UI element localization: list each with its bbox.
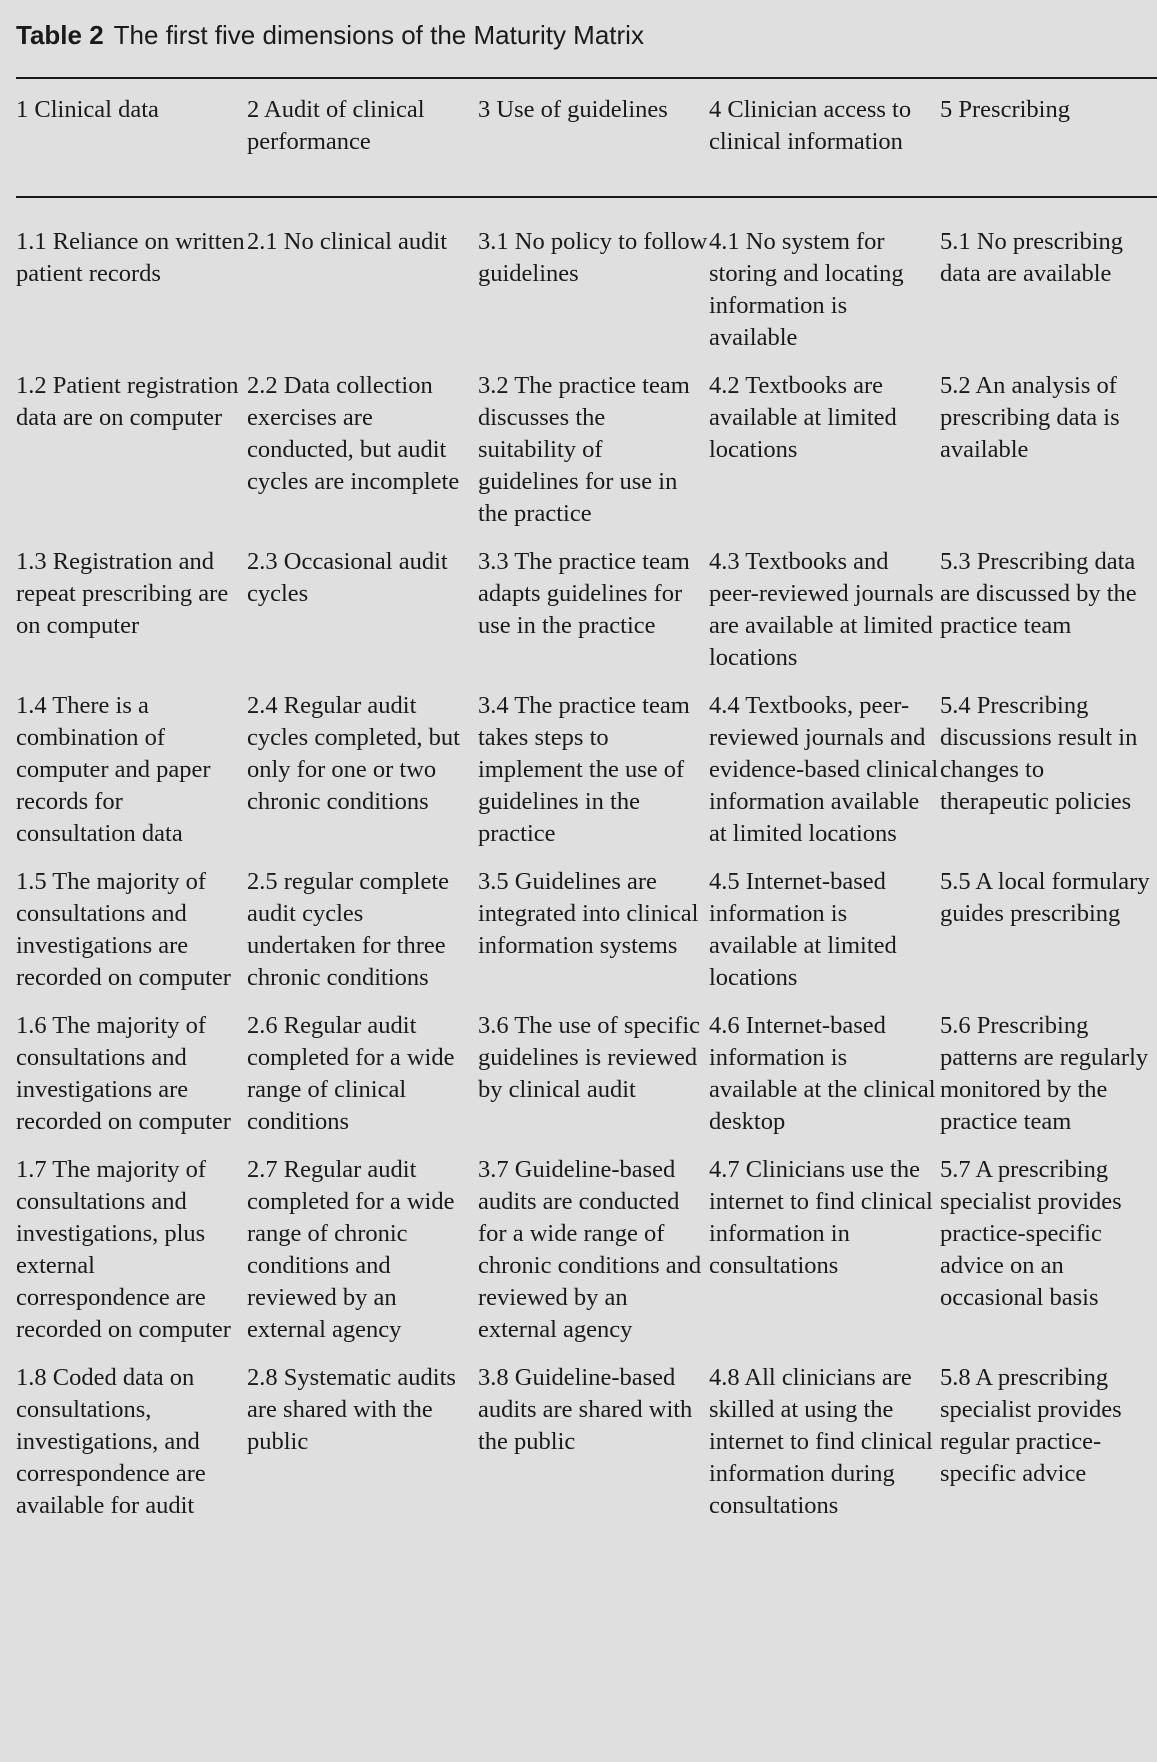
table-cell: 2.4 Regular audit cycles completed, but only for one or two chronic conditions: [247, 692, 460, 815]
table-cell: 5.2 An analysis of prescribing data is available: [940, 372, 1120, 463]
table-header-row: [16, 94, 1157, 212]
maturity-matrix-table: [16, 94, 1157, 1538]
table-row: [16, 1010, 1157, 1154]
table-cell: 4.4 Textbooks, peer-reviewed journals and evidence-based clinical information available at limited locations: [709, 692, 939, 847]
table-row: [16, 1362, 1157, 1538]
table-cell: 4.3 Textbooks and peer-reviewed journals are available at limited locations: [709, 548, 934, 671]
table-cell: 3.5 Guidelines are integrated into clinical information systems: [478, 868, 699, 959]
table-cell: 2.7 Regular audit completed for a wide range of chronic conditions and reviewed by an external agency: [247, 1156, 455, 1343]
table-cell: 3.6 The use of specific guidelines is reviewed by clinical audit: [478, 1012, 701, 1103]
table-caption-text: The first five dimensions of the Maturity Matrix: [113, 20, 644, 50]
table-row: [16, 1154, 1157, 1362]
table-top-rule: [16, 77, 1157, 79]
table-cell: 1.7 The majority of consultations and investigations, plus external correspondence are recorded on computer: [16, 1156, 231, 1343]
table-cell: 5.1 No prescribing data are available: [940, 228, 1124, 287]
table-cell: 2.3 Occasional audit cycles: [247, 548, 448, 607]
table-caption-label: Table 2: [16, 20, 104, 50]
table-cell: 1.6 The majority of consultations and investigations are recorded on computer: [16, 1012, 231, 1135]
table-cell: 2.6 Regular audit completed for a wide range of clinical conditions: [247, 1012, 455, 1135]
table-row: [16, 370, 1157, 546]
table-cell: 5.5 A local formulary guides prescribing: [940, 868, 1150, 927]
table-cell: 2.2 Data collection exercises are conducted, but audit cycles are incomplete: [247, 372, 460, 495]
table-cell: 1.4 There is a combination of computer and paper records for consultation data: [16, 692, 211, 847]
table-cell: 2.8 Systematic audits are shared with the public: [247, 1364, 456, 1455]
table-row: [16, 212, 1157, 370]
table-row: [16, 866, 1157, 1010]
table-cell: 3.7 Guideline-based audits are conducted for a wide range of chronic conditions and reviewed by an external agency: [478, 1156, 702, 1343]
table-cell: 1.5 The majority of consultations and investigations are recorded on computer: [16, 868, 231, 991]
table-cell: 3.3 The practice team adapts guidelines for use in the practice: [478, 548, 690, 639]
column-header-clinical-data: 1 Clinical data: [16, 96, 159, 123]
column-header-prescribing: 5 Prescribing: [940, 96, 1070, 123]
table-cell: 1.2 Patient registration data are on computer: [16, 372, 239, 431]
table-cell: 5.6 Prescribing patterns are regularly monitored by the practice team: [940, 1012, 1149, 1135]
table-cell: 1.1 Reliance on written patient records: [16, 228, 245, 287]
table-cell: 5.7 A prescribing specialist provides practice-specific advice on an occasional basis: [940, 1156, 1122, 1311]
column-header-use-of-guidelines: 3 Use of guidelines: [478, 96, 668, 123]
table-cell: 3.1 No policy to follow guidelines: [478, 228, 708, 287]
table-cell: 5.4 Prescribing discussions result in changes to therapeutic policies: [940, 692, 1138, 815]
table-cell: 3.4 The practice team takes steps to implement the use of guidelines in the practice: [478, 692, 690, 847]
table-cell: 4.8 All clinicians are skilled at using the internet to find clinical information during consultations: [709, 1364, 933, 1519]
table-cell: 4.1 No system for storing and locating information is available: [709, 228, 904, 351]
table-cell: 4.6 Internet-based information is available at the clinical desktop: [709, 1012, 936, 1135]
column-header-clinician-access: 4 Clinician access to clinical information: [709, 96, 912, 155]
table-row: [16, 690, 1157, 866]
column-header-audit-of-clinical-performance: 2 Audit of clinical performance: [247, 96, 425, 155]
table-cell: 4.5 Internet-based information is available at limited locations: [709, 868, 897, 991]
table-cell: 4.2 Textbooks are available at limited locations: [709, 372, 897, 463]
table-page: [16, 16, 1157, 1756]
table-cell: 5.3 Prescribing data are discussed by the practice team: [940, 548, 1137, 639]
table-cell: 3.8 Guideline-based audits are shared with the public: [478, 1364, 693, 1455]
table-cell: 1.3 Registration and repeat prescribing are on computer: [16, 548, 229, 639]
table-cell: 3.2 The practice team discusses the suitability of guidelines for use in the practice: [478, 372, 690, 527]
table-cell: 2.5 regular complete audit cycles undertaken for three chronic conditions: [247, 868, 450, 991]
table-caption: [16, 16, 1157, 76]
table-cell: 2.1 No clinical audit: [247, 228, 448, 255]
table-row: [16, 546, 1157, 690]
table-cell: 1.8 Coded data on consultations, investigations, and correspondence are available for audit: [16, 1364, 206, 1519]
table-cell: 4.7 Clinicians use the internet to find clinical information in consultations: [709, 1156, 933, 1279]
table-cell: 5.8 A prescribing specialist provides regular practice-specific advice: [940, 1364, 1122, 1487]
